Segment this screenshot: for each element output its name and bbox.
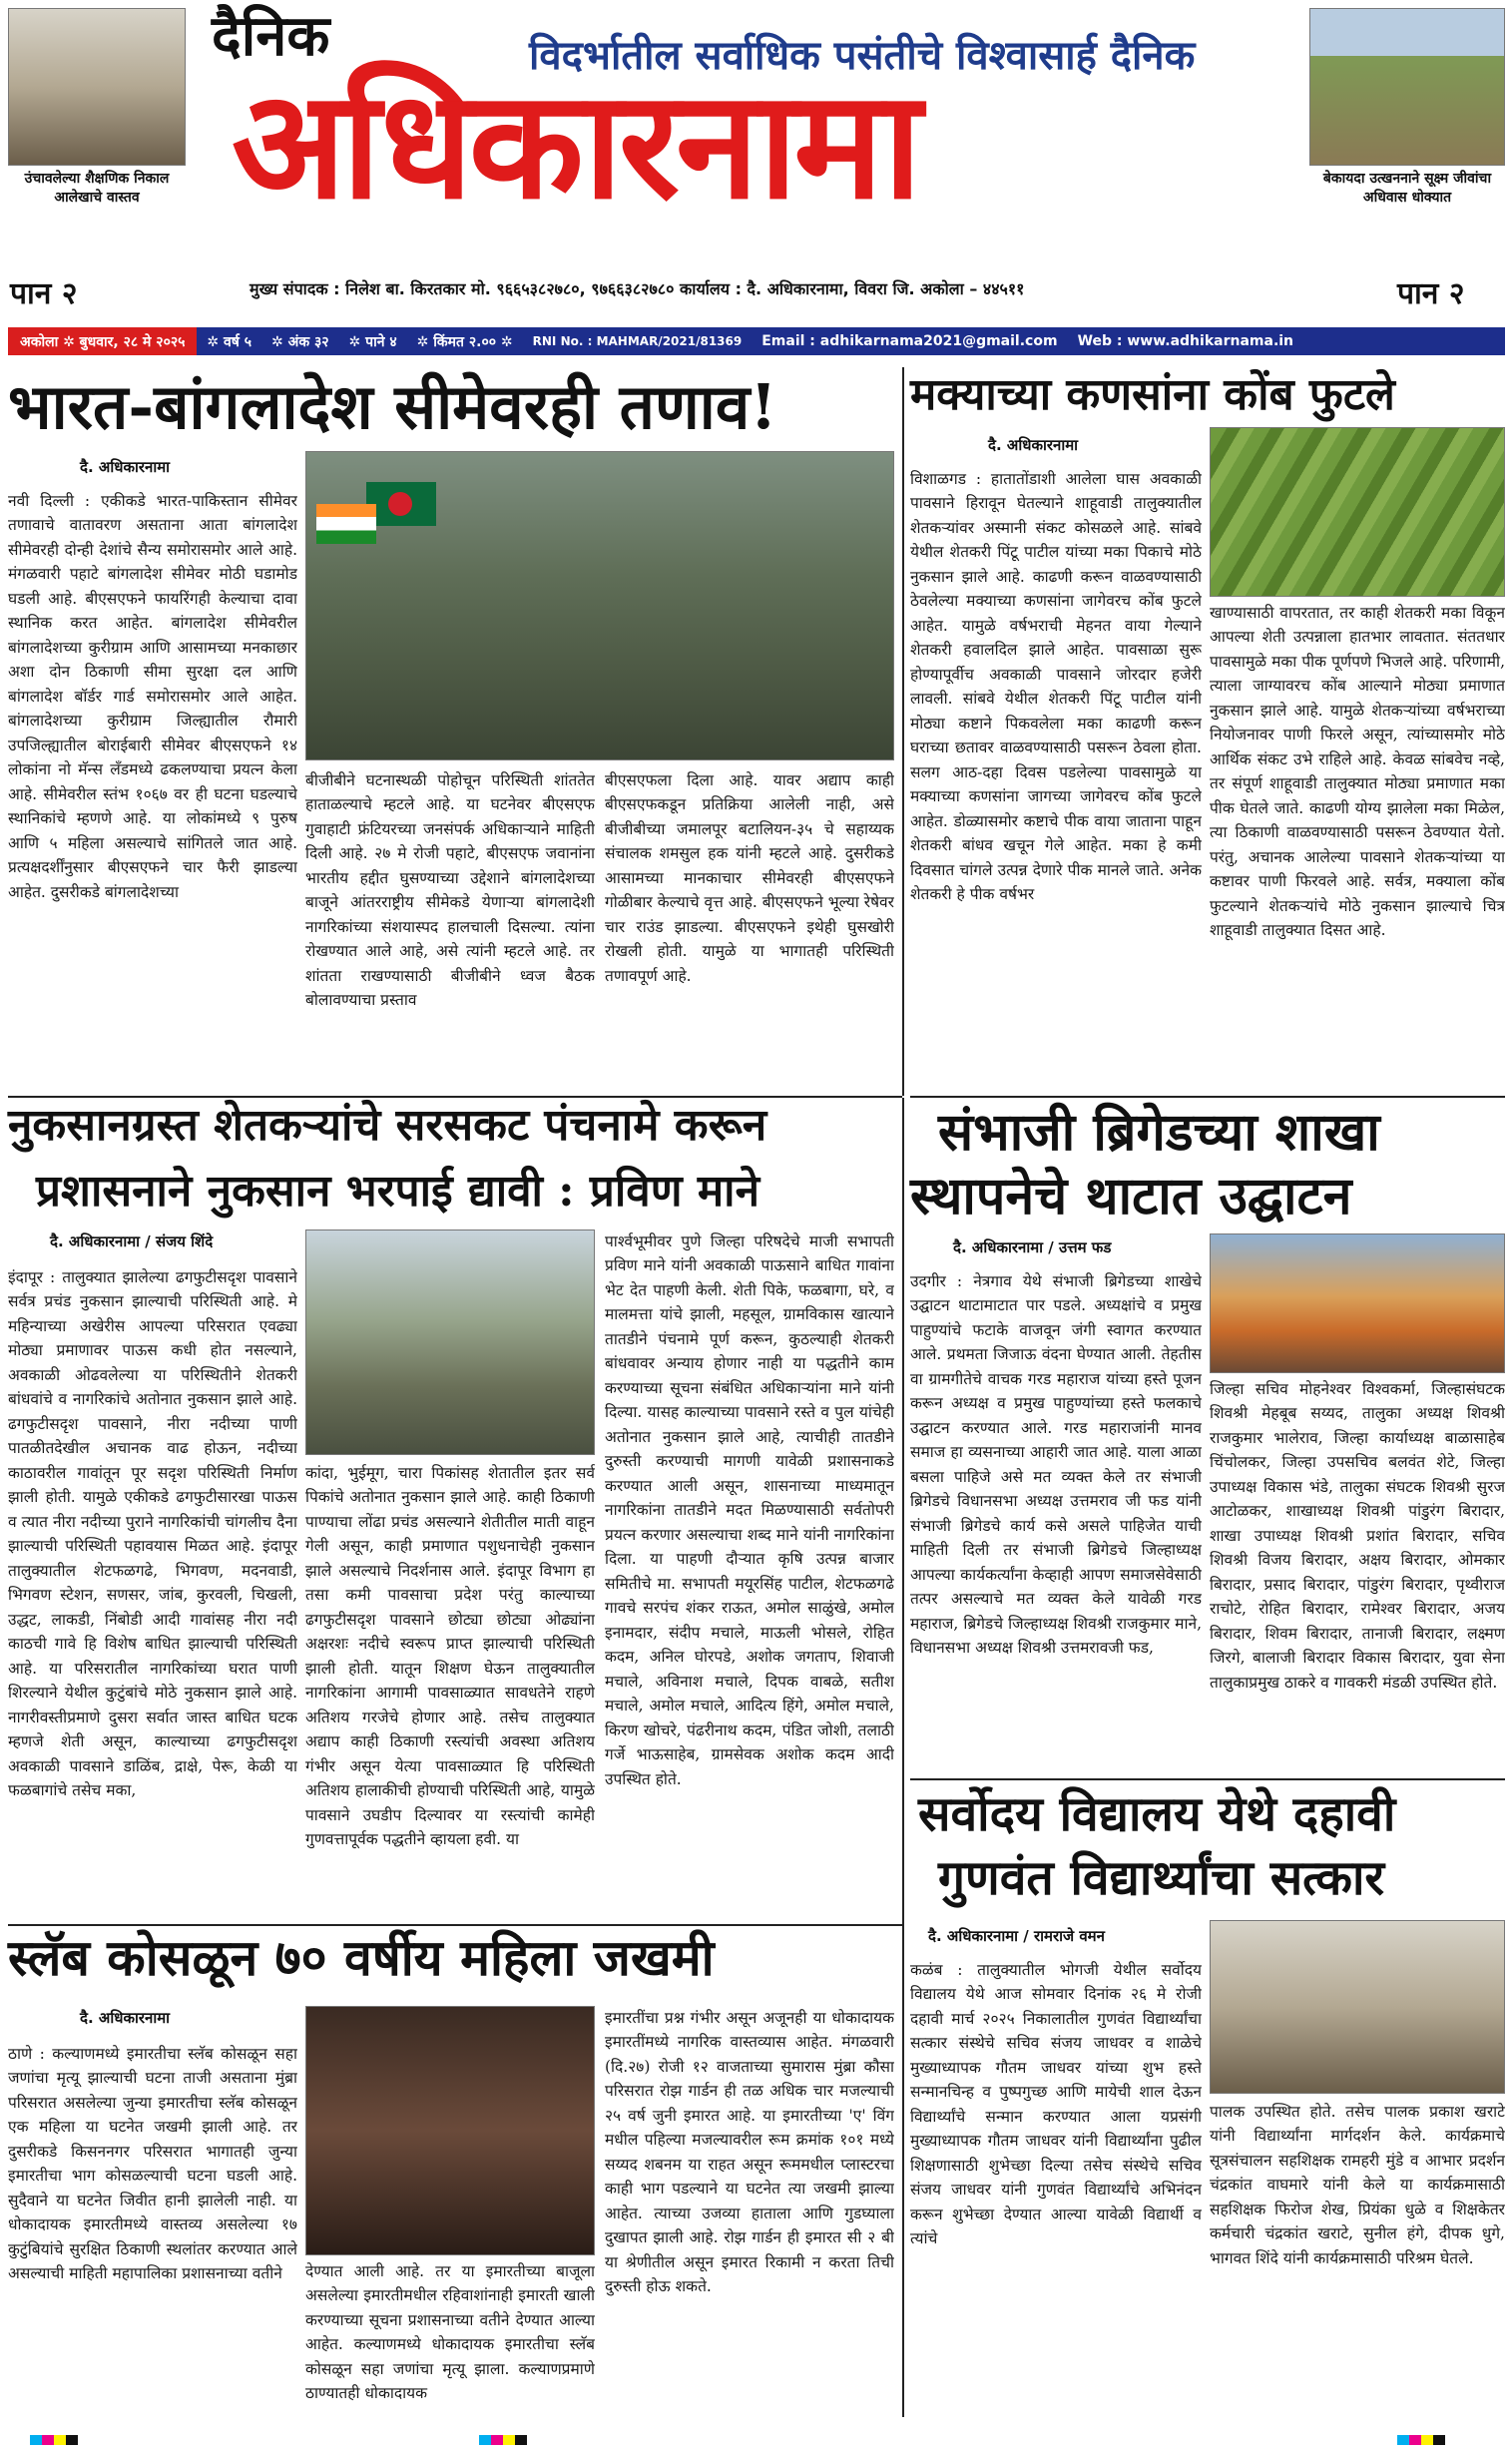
article2-col2: खाण्यासाठी वापरतात, तर काही शेतकरी मका विकून आपल्या शेती उत्पन्नाला हातभार लावतात. संततधार पावसामुळे मका पीक पूर्णपणे भिजले आहे. परिणामी, त्याला जाग्यावरच कोंब आल्याने मोठ्या प्रमाणात नुकसान झाले आहे. यामुळे शेतकऱ्यांच्या वर्षभराच्या नियोजनावर पाणी फिरले असून, त्यांच्यासमोर मोठे आर्थिक संकट उभे राहिले आहे. केवळ सांबवेच नव्हे, तर संपूर्ण शाहूवाडी तालुक्यात मोठ्या प्रमाणात मका पीक घेतले जाते. काढणी योग्य झालेला मका मिळेल, त्या ठिकाणी वाळवण्यासाठी पसरून ठेवण्यात येतो. परंतु, अचानक आलेल्या पावसाने शेतकऱ्यांच्या या कष्टावर पाणी फिरवले आहे. सर्वत्र, मक्याला कोंब फुटल्याने शेतकऱ्यांचे मोठे नुकसान झाल्याचे चित्र शाहूवाडी तालुक्यात दिसत आहे. bbox=[1210, 604, 1505, 940]
article6-col2: पालक उपस्थित होते. तसेच पालक प्रकाश खराटे यांनी विद्यार्थ्यांना मार्गदर्शन केले. कार्यक्रमाचे सूत्रसंचालन सहशिक्षक रामहरी मुंडे व आभार प्रदर्शन चंद्रकांत वाघमारे यांनी केले या कार्यक्रमासाठी सहशिक्षक फिरोज शेख, प्रियंका धुळे व शिक्षकेतर कर्मचारी चंद्रकांत खराटे, सुनील हंगे, दीपक धुगे, भागवत शिंदे यांनी कार्यक्रमासाठी परिश्रम घेतले. bbox=[1210, 2103, 1505, 2267]
article3-headline-line2: प्रशासनाने नुकसान भरपाई द्यावी : प्रविण माने bbox=[36, 1166, 759, 1217]
article5-col3: इमारतींचा प्रश्न गंभीर असून अजूनही या धोकादायक इमारतींमध्ये नागरिक वास्तव्यास आहेत. मंगळवारी (दि.२७) रोजी १२ वाजताच्या सुमारास मुंब्रा कौसा परिसरात रोझ गार्डन ही तळ अधिक चार मजल्याची २५ वर्ष जुनी इमारत आहे. या इमारतीच्या 'ए' विंग मधील पहिल्या मजल्यावरील रूम क्रमांक १०१ मध्ये सय्यद शबनम या राहत असून रूममधील प्लास्टरचा काही भाग पडल्याने या घटनेत त्या जखमी झाल्या आहेत. त्याच्या उजव्या हाताला आणि गुडघ्याला दुखापत झाली आहे. रोझ गार्डन ही इमारत सी २ बी या श्रेणीतील असून इमारत रिकामी न करता तिची दुरुस्ती होऊ शकते. bbox=[605, 2009, 894, 2296]
article3-photo bbox=[305, 1229, 595, 1455]
article4-photo bbox=[1210, 1233, 1505, 1373]
registration-colorbar-left bbox=[30, 2435, 78, 2445]
page-number-left: पान २ bbox=[10, 276, 78, 311]
article6-headline-line2: गुणवंत विद्यार्थ्यांचा सत्कार bbox=[938, 1850, 1385, 1906]
page-number-right: पान २ bbox=[1397, 276, 1465, 311]
article1-headline: भारत-बांगलादेश सीमेवरही तणाव! bbox=[8, 370, 777, 443]
article6-col1: कळंब : तालुक्यातील भोगजी येथील सर्वोदय विद्यालय येथे आज सोमवार दिनांक २६ मे रोजी दहावी मार्च २०२५ निकालातील गुणवंत विद्यार्थ्यांचा सत्कार संस्थेचे सचिव संजय जाधवर व शाळेचे मुख्याध्यापक गौतम जाधवर यांच्या शुभ हस्ते सन्मानचिन्ह व पुष्पगुच्छ आणि मायेची शाल देऊन विद्यार्थ्यांचे सन्मान करण्यात आला यप्रसंगी मुख्याध्यापक गौतम जाधवर यांनी विद्यार्थ्यांना पुढील शिक्षणासाठी शुभेच्छा दिल्या तसेच संस्थेचे सचिव संजय जाधवर यांनी गुणवंत विद्यार्थ्यांचे अभिनंदन करून शुभेच्छा देण्यात आल्या यावेळी विद्यार्थी व त्यांचे bbox=[910, 1961, 1202, 2248]
horizontal-divider-2 bbox=[910, 1096, 1505, 1098]
editor-line: मुख्य संपादक : निलेश बा. किरतकार मो. ९६६५३८२७८०, ९७६६३८२७८० कार्यालय : दै. अधिकारनामा, विवरा जि. अकोला – ४४५११ bbox=[250, 279, 1025, 298]
masthead-dainik: दैनिक bbox=[212, 3, 330, 69]
date-issue: ✲ अंक ३२ bbox=[271, 333, 329, 350]
horizontal-divider-1 bbox=[8, 1096, 902, 1098]
article2-photo bbox=[1210, 427, 1505, 597]
article4-headline-line1: संभाजी ब्रिगेडच्या शाखा bbox=[938, 1102, 1380, 1163]
vertical-divider-2 bbox=[902, 1098, 904, 2417]
masthead-right-caption: बेकायदा उत्खननाने सूक्ष्म जीवांचा अधिवास धोक्यात bbox=[1322, 171, 1492, 206]
article5-headline: स्लॅब कोसळून ७० वर्षीय महिला जखमी bbox=[8, 1928, 715, 1987]
article3-col3: पार्श्वभूमीवर पुणे जिल्हा परिषदेचे माजी सभापती प्रविण माने यांनी अवकाळी पाऊसाने बाधित गावांना भेट देत पाहणी केली. शेती पिके, फळबागा, घरे, व मालमत्ता यांचे झाली, महसूल, ग्रामविकास खात्याने तातडीने पंचनामे पूर्ण करून, कुठल्याही शेतकरी बांधवावर अन्याय होणार नाही या पद्धतीने काम करण्याच्या सूचना संबंधित अधिकाऱ्यांना माने यांनी दिल्या. यासह काल्याच्या पावसाने रस्ते व पुल यांचेही अतोनात नुकसान झाले आहे, त्याचीही तातडीने दुरुस्ती करण्याची मागणी यावेळी प्रशासनाकडे करण्यात आली असून, शासनाच्या माध्यमातून नागरिकांना तातडीने मदत मिळण्यासाठी सर्वतोपरी प्रयत्न करणार असल्याचा शब्द माने यांनी नागरिकांना दिला. या पाहणी दौऱ्यात कृषि उत्पन्न बाजार समितीचे मा. सभापती मयूरसिंह पाटील, शेटफळगढे गावचे सरपंच शंकर राऊत, अमोल साळुंखे, अमोल इनामदार, संदीप मचाले, माऊली भोसले, रोहित कदम, अनिल घोरपडे, अशोक जगताप, शिवाजी मचाले, अविनाश मचाले, दिपक वाबळे, सतीश मचाले, अमोल मचाले, आदित्य हिंगे, अमोल मचाले, किरण खोचरे, पंढरीनाथ कदम, पंडित जोशी, तलाठी गर्जे भाऊसाहेब, ग्रामसेवक अशोक कदम आदी उपस्थित होते. bbox=[605, 1232, 894, 1788]
masthead-tagline: विदर्भातील सर्वाधिक पसंतीचे विश्वासार्ह दैनिक bbox=[529, 32, 1196, 79]
horizontal-divider-4 bbox=[8, 1924, 902, 1926]
article5-byline: दै. अधिकारनामा bbox=[80, 2009, 171, 2027]
article1-col1: नवी दिल्ली : एकीकडे भारत-पाकिस्तान सीमेवर तणावाचे वातावरण असताना आता बांगलादेश सीमेवरही दोन्ही देशांचे सैन्य समोरासमोर आले आहे. मंगळवारी पहाटे बांगलादेश सीमेवर मोठी घडामोड घडली आहे. बीएसएफने फायरिंगही केल्याचा दावा स्थानिक करत आहेत. बांगलादेश सीमेवरील बांगलादेशच्या कुरीग्राम आणि आसामच्या मनकाछार अशा दोन ठिकाणी सीमा सुरक्षा दल आणि बांगलादेश बॉर्डर गार्ड समोरासमोर आले आहेत. बांगलादेशच्या कुरीग्राम जिल्ह्यातील रौमारी उपजिल्ह्यातील बोराईबारी सीमेवर बीएसएफने १४ लोकांना नो मॅन्स लँडमध्ये ढकलण्याचा प्रयत्न केला आहे. सीमेवरील स्तंभ १०६७ वर ही घटना घडल्याचे स्थानिकांचे म्हणणे आहे. या लोकांमध्ये ९ पुरुष आणि ५ महिला असल्याचे सांगितले जात आहे. प्रत्यक्षदर्शींनुसार बीएसएफने चार फैरी झाडल्या आहेत. दुसरीकडे बांगलादेशच्या bbox=[8, 492, 297, 901]
article6-headline-line1: सर्वोदय विद्यालय येथे दहावी bbox=[918, 1786, 1396, 1842]
article3-headline-line1: नुकसानग्रस्त शेतकऱ्यांचे सरसकट पंचनामे करून bbox=[8, 1100, 767, 1151]
masthead-right-photo bbox=[1309, 8, 1505, 166]
article6-byline: दै. अधिकारनामा / रामराजे वमन bbox=[928, 1927, 1105, 1945]
masthead-left-caption: उंचावलेल्या शैक्षणिक निकाल आलेखाचे वास्तव bbox=[24, 171, 170, 206]
article4-col2: जिल्हा सचिव मोहनेश्वर विश्वकर्मा, जिल्हासंघटक शिवश्री मेहबूब सय्यद, तालुका अध्यक्ष शिवश्री राजकुमार भालेराव, जिल्हा कार्याध्यक्ष बाळासाहेब चिंचोलकर, जिल्हा उपसचिव बलवंत शेटे, जिल्हा उपाध्यक्ष विकास भंडे, तालुका संघटक शिवश्री सुरज आटोळकर, शाखाध्यक्ष शिवश्री पांडुरंग बिरादार, शाखा उपाध्यक्ष शिवश्री प्रशांत बिरादार, सचिव शिवश्री विजय बिरादार, अक्षय बिरादार, ओमकार बिरादार, प्रसाद बिरादार, पांडुरंग बिरादार, पृथ्वीराज राचोटे, रोहित बिरादार, रामेश्वर बिरादार, अजय बिरादार, शिवम बिरादार, तानाजी बिरादार, लक्ष्मण जिरगे, बालाजी बिरादार विकास बिरादार, युवा सेना तालुकाप्रमुख ठाकरे व गावकरी मंडळी उपस्थित होते. bbox=[1210, 1380, 1505, 1692]
date-bar bbox=[8, 327, 1505, 355]
article1-col3: बीएसएफला दिला आहे. यावर अद्याप काही बीएसएफकडून प्रतिक्रिया आलेली नाही, असे बीजीबीच्या जमालपूर बटालियन-३५ चे सहाय्यक संचालक शमसुल हक यांनी म्हटले आहे. दुसरीकडे आसामच्या मानकाचार सीमेवरही बीएसएफने गोळीबार केल्याचे वृत्त आहे. बीएसएफने भूल्या रेषेवर चार राउंड झाडल्या. बीएसएफने इथेही घुसखोरी रोखली होती. यामुळे या भागातही परिस्थिती तणावपूर्ण आहे. bbox=[605, 771, 894, 985]
article1-col2: बीजीबीने घटनास्थळी पोहोचून परिस्थिती शांततेत हाताळल्याचे म्हटले आहे. या घटनेवर बीएसएफ गुवाहाटी फ्रंटियरच्या जनसंपर्क अधिकाऱ्याने माहिती दिली आहे. २७ मे रोजी पहाटे, बीएसएफ जवानांना भारतीय हद्दीत घुसण्याच्या उद्देशाने बांगलादेशच्या बाजूने आंतरराष्ट्रीय सीमेकडे येणाऱ्या बांगलादेशी नागरिकांच्या संशयास्पद हालचाली दिसल्या. त्यांना रोखण्यात आले आहे, असे त्यांनी म्हटले आहे. तर शांतता राखण्यासाठी बीजीबीने ध्वज बैठक बोलावण्याचा प्रस्ताव bbox=[305, 771, 595, 1010]
article3-col2: कांदा, भुईमूग, चारा पिकांसह शेतातील इतर सर्व पिकांचे अतोनात नुकसान झाले आहे. काही ठिकाणी पाण्याचा लोंढा प्रचंड असल्याने शेतीतील माती वाहून गेली असून, काही प्रमाणात पशुधनाचेही नुकसान झाले असल्याचे निदर्शनास आले. इंदापूर विभाग हा तसा कमी पावसाचा प्रदेश परंतु काल्याच्या ढगफुटीसदृश पावसाने छोट्या छोट्या ओढ्यांना अक्षरशः नदीचे स्वरूप प्राप्त झाल्याची परिस्थिती झाली होती. यातून शिक्षण घेऊन तालुक्यातील नागरिकांना आगामी पावसाळ्यात सावधतेने राहणे अतिशय गरजेचे होणार आहे. तसेच तालुक्यात अद्याप काही ठिकाणी रस्त्यांची अवस्था अतिशय गंभीर असून येत्या पावसाळ्यात हि परिस्थिती अतिशय हालाकीची होण्याची परिस्थिती आहे, यामुळे पावसाने उघडीप दिल्यावर या रस्त्यांची कामेही गुणवत्तापूर्वक पद्धतीने व्हायला हवी. या bbox=[305, 1464, 595, 1849]
website: Web : www.adhikarnama.in bbox=[1077, 333, 1294, 349]
rni-number: RNI No. : MAHMAR/2021/81369 bbox=[532, 334, 743, 348]
registration-colorbar-mid bbox=[479, 2435, 527, 2445]
article4-headline-line2: स्थापनेचे थाटात उद्घाटन bbox=[910, 1166, 1352, 1226]
date-year: ✲ वर्ष ५ bbox=[207, 333, 252, 350]
flag-in-icon bbox=[316, 504, 376, 544]
flag-bd-icon bbox=[366, 482, 436, 526]
article2-col1: विशाळगड : हातातोंडाशी आलेला घास अवकाळी पावसाने हिरावून घेतल्याने शाहूवाडी तालुक्यातील शेतकऱ्यांवर अस्मानी संकट कोसळले आहे. सांबवे येथील शेतकरी पिंटू पाटील यांच्या मका पिकाचे मोठे नुकसान झाले आहे. काढणी करून वाळवण्यासाठी ठेवलेल्या मक्याच्या कणसांना जागेवरच कोंब फुटले आहेत. यामुळे वर्षभराची मेहनत वाया गेल्याने शेतकरी हवालदिल झाले आहेत. पावसाळा सुरू होण्यापूर्वीच अवकाळी पावसाने जोरदार हजेरी लावली. सांबवे येथील शेतकरी पिंटू पाटील यांनी मोठ्या कष्टाने पिकवलेला मका काढणी करून घराच्या छतावर वाळवण्यासाठी पसरून ठेवला होता. सलग आठ-दहा दिवस पडलेल्या पावसामुळे या मक्याच्या कणसांना जागच्या जागेवरच कोंब फुटले आहेत. डोळ्यासमोर कष्टाचे पीक वाया जाताना पाहून शेतकरी बांधव खचून गेले आहेत. मका हे कमी दिवसात चांगले उत्पन्न देणारे पीक मानले जाते. अनेक शेतकरी हे पीक वर्षभर bbox=[910, 470, 1202, 904]
article6-photo bbox=[1210, 1920, 1505, 2094]
article1-photo bbox=[305, 451, 894, 760]
registration-colorbar-right bbox=[1397, 2435, 1445, 2445]
article4-byline: दै. अधिकारनामा / उत्तम फड bbox=[953, 1238, 1112, 1256]
article4-col1: उदगीर : नेत्रगाव येथे संभाजी ब्रिगेडच्या शाखेचे उद्घाटन थाटामाटात पार पडले. अध्यक्षांचे व प्रमुख पाहुण्यांचे फटाके वाजवून जंगी स्वागत करण्यात आले. प्रथमता जिजाऊ वंदना घेण्यात आली. तेहतीस वा ग्रामगीतेचे वाचक गरड महाराज यांच्या हस्ते पूजन करून अध्यक्ष व प्रमुख पाहुण्यांच्या हस्ते फलकाचे उद्घाटन करण्यात आले. गरड महाराजांनी मानव समाज हा व्यसनाच्या आहारी जात आहे. याला आळा बसला पाहिजे असे मत व्यक्त केले तर संभाजी ब्रिगेडचे विधानसभा अध्यक्ष उत्तमराव जी फड यांनी संभाजी ब्रिगेडचे कार्य कसे असले पाहिजेत याची माहिती दिली तर संभाजी ब्रिगेडचे जिल्हाध्यक्ष आपल्या कार्यकर्त्यांना केव्हाही आपण समाजसेवेसाठी तत्पर असल्याचे मत व्यक्त केले यावेळी गरड महाराज, ब्रिगेडचे जिल्हाध्यक्ष शिवश्री राजकुमार माने, विधानसभा अध्यक्ष शिवश्री उत्तमरावजी फड, bbox=[910, 1272, 1202, 1658]
date-pages: ✲ पाने ४ bbox=[348, 333, 397, 350]
masthead-left-photo bbox=[8, 8, 186, 166]
article5-photo bbox=[305, 2006, 595, 2255]
article2-headline: मक्याच्या कणसांना कोंब फुटले bbox=[910, 369, 1395, 420]
horizontal-divider-3 bbox=[910, 1778, 1505, 1780]
article5-col2: देण्यात आली आहे. तर या इमारतीच्या बाजूला असलेल्या इमारतीमधील रहिवाशांनाही इमारती खाली करण्याच्या सूचना प्रशासनाच्या वतीने देण्यात आल्या आहेत. कल्याणमध्ये धोकादायक इमारतीचा स्लॅब कोसळून सहा जणांचा मृत्यू झाला. कल्याणप्रमाणे ठाण्यातही धोकादायक bbox=[305, 2262, 595, 2403]
masthead-title: अधिकारनामा bbox=[232, 57, 918, 233]
article3-col1: इंदापूर : तालुक्यात झालेल्या ढगफुटीसदृश पावसाने सर्वत्र प्रचंड नुकसान झाल्याची परिस्थिती आहे. मे महिन्याच्या अखेरीस आपल्या परिसरात एवढ्या मोठ्या प्रमाणावर पाऊस कधी होत नसल्याने, अवकाळी ओढवलेल्या या परिस्थितीने शेतकरी बांधवांचे व नागरिकांचे अतोनात नुकसान झाले आहे. ढगफुटीसदृश पावसाने, नीरा नदीच्या पाणी पातळीतदेखील अचानक वाढ होऊन, नदीच्या काठावरील गावांतून पूर सदृश परिस्थिती निर्माण झाली होती. यामुळे एकीकडे ढगफुटीसारखा पाऊस व त्यात नीरा नदीच्या पुराने नागरिकांची चांगलीच दैना झाल्याची परिस्थिती पहावयास मिळत आहे. इंदापूर तालुक्यातील शेटफळगढे, भिगवण, मदनवाडी, भिगवण स्टेशन, सणसर, जांब, कुरवली, चिखली, उद्धट, लाकडी, निंबोडी आदी गावांसह नीरा नदी काठची गावे हि विशेष बाधित झाल्याची परिस्थिती आहे. या परिसरातील नागरिकांच्या घरात पाणी शिरल्याने येथील कुटुंबांचे मोठे नुकसान झाले आहे. नागरीवस्तीप्रमाणे दुसरा सर्वात जास्त बाधित घटक म्हणजे शेती असून, काल्याच्या ढगफुटीसदृश अवकाळी पावसाने डाळिंब, द्राक्षे, पेरू, केळी या फळबागांचे तसेच मका, bbox=[8, 1268, 297, 1800]
article2-byline: दै. अधिकारनामा bbox=[988, 436, 1079, 454]
email-address: Email : adhikarnama2021@gmail.com bbox=[761, 333, 1058, 349]
article3-byline: दै. अधिकारनामा / संजय शिंदे bbox=[50, 1232, 214, 1250]
vertical-divider-1 bbox=[902, 367, 904, 1096]
article5-col1: ठाणे : कल्याणमध्ये इमारतीचा स्लॅब कोसळून सहा जणांचा मृत्यू झाल्याची घटना ताजी असताना मुंब्रा परिसरात असलेल्या जुन्या इमारतीचा स्लॅब कोसळून एक महिला या घटनेत जखमी झाली आहे. तर दुसरीकडे किसननगर परिसरात भागातही जुन्या इमारतीचा भाग कोसळल्याची घटना घडली आहे. सुदैवाने या घटनेत जिवीत हानी झालेली नाही. या धोकादायक इमारतीमध्ये वास्तव्य असलेल्या १७ कुटुंबियांचे सुरक्षित ठिकाणी स्थलांतर करण्यात आले असल्याची माहिती महापालिका प्रशासनाच्या वतीने bbox=[8, 2045, 297, 2283]
article1-byline: दै. अधिकारनामा bbox=[80, 458, 171, 476]
date-place: अकोला ✲ बुधवार, २८ मे २०२५ bbox=[8, 327, 197, 355]
date-price: ✲ किंमत २.०० ✲ bbox=[416, 333, 513, 350]
